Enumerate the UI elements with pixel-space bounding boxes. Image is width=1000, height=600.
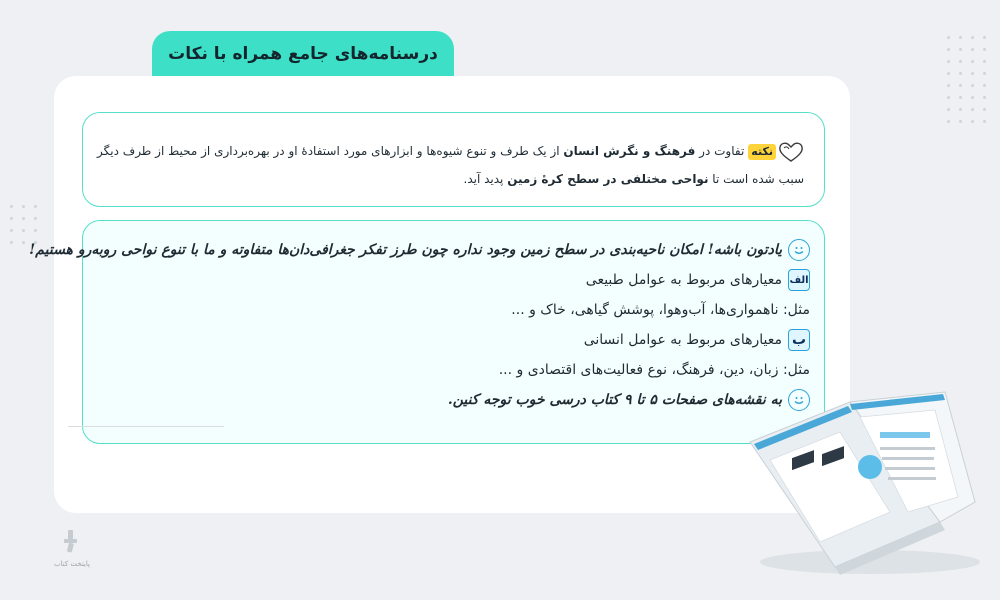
note-part-1: تفاوت در xyxy=(695,144,745,158)
page-title xyxy=(152,31,454,77)
tip-item-b-example xyxy=(97,355,810,385)
tip-item-a-title: معیارهای مربوط به عوامل طبیعی xyxy=(585,272,782,288)
note-bold-2: نواحی مختلفی در سطح کرهٔ زمین xyxy=(507,172,709,186)
brand-logo xyxy=(48,528,96,568)
decorative-dots-left xyxy=(10,205,37,244)
note-part-2: از یک طرف و تنوع شیوه‌ها و ابزارهای مورد استفادهٔ او در بهره‌برداری از محیط از طرف دیگر سبب شده است تا xyxy=(97,144,804,186)
tip-item-a-example xyxy=(97,295,810,325)
tip-intro-text: یادتون باشه! امکان ناحیه‌بندی در سطح زمین وجود نداره چون طرز تفکر جغرافی‌دان‌ها متفاوته و ما با تنوع نواحی روبه‌رو هستیم! xyxy=(29,242,782,258)
tip-box xyxy=(29,220,825,444)
note-heart-icon xyxy=(778,141,804,163)
note-label: نکته xyxy=(748,144,776,160)
note-part-3: پدید آید. xyxy=(463,172,508,186)
brand-name: پایتخت کتاب xyxy=(54,560,90,568)
badge-alef: الف xyxy=(788,269,810,291)
decorative-dots-right xyxy=(947,36,986,123)
tip-item-a xyxy=(97,265,810,295)
note-text xyxy=(97,137,804,193)
tip-item-a-example-text: مثل: ناهمواری‌ها، آب‌وهوا، پوشش گیاهی، خاک و ... xyxy=(511,302,810,318)
tip-item-b-example-text: مثل: زبان، دین، فرهنگ، نوع فعالیت‌های اقتصادی و ... xyxy=(498,362,810,378)
tip-outro-line xyxy=(97,385,810,415)
smiley-icon xyxy=(788,239,810,261)
tip-item-b-title: معیارهای مربوط به عوامل انسانی xyxy=(583,332,782,348)
badge-be: ب xyxy=(788,329,810,351)
separator-line xyxy=(68,426,224,427)
tip-item-b xyxy=(97,325,810,355)
page-title-text: درسنامه‌های جامع همراه با نکات xyxy=(168,44,438,64)
note-bold-1: فرهنگ و نگرش انسان xyxy=(563,144,696,158)
tip-outro-text: به نقشه‌های صفحات ۵ تا ۹ کتاب درسی خوب توجه کنین. xyxy=(447,392,782,408)
brand-logo-icon xyxy=(59,528,85,554)
tip-intro-line xyxy=(29,235,810,265)
note-box xyxy=(82,112,825,207)
book-illustration xyxy=(740,372,980,582)
